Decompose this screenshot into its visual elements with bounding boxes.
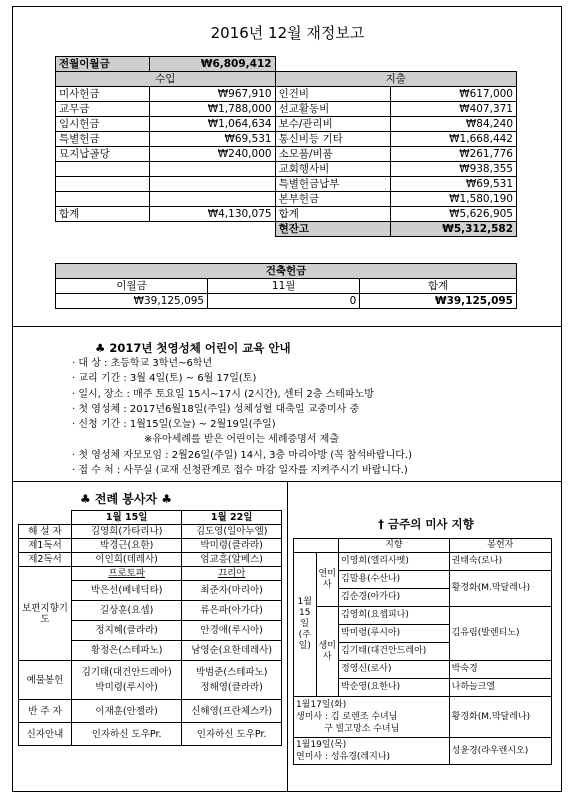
mass-title: † 금주의 미사 지향 [378, 517, 474, 531]
income-total-value: ₩4,130,075 [149, 207, 275, 222]
expense-label: 본부헌금 [275, 192, 390, 207]
income-label: 미사헌금 [56, 87, 150, 102]
mass-donor: 권태숙(로나) [449, 553, 551, 571]
liturgy-date: 1월 15일 [72, 511, 182, 525]
prayer-person: 남영순(요한데레사) [182, 641, 282, 661]
prayer-head: 끄리아 [182, 567, 282, 581]
prayer-label: 보편지향기도 [19, 567, 72, 661]
offering-person: 김기태(대건안드레아) [81, 667, 172, 678]
offering-person: 정해영(클라라) [200, 682, 263, 693]
income-label: 묘지납골당 [56, 147, 150, 162]
role-label: 제1독서 [19, 539, 72, 553]
mass-day2-label: 1월17일(화) [296, 700, 347, 710]
notice-line: · 접 수 처 : 사무실 (교재 신청관계로 접수 마감 일자를 지켜주시기 바랍니다.) [72, 465, 408, 477]
liturgy-date: 1월 22일 [182, 511, 282, 525]
building-col: 합계 [360, 279, 517, 294]
prayer-person: 최준자(마리아) [182, 581, 282, 601]
expense-label: 선교활동비 [275, 102, 390, 117]
income-label: 특별헌금 [56, 132, 150, 147]
building-val: 0 [208, 294, 360, 309]
prayer-head: 프로토파 [72, 567, 182, 581]
income-value: ₩240,000 [149, 147, 275, 162]
server-person: 신해영(프란체스카) [182, 700, 282, 723]
expense-value: ₩84,240 [391, 117, 517, 132]
notice-line: · 첫 영성체 자모모임 : 2월26일(주일) 14시, 3층 마리아방 (꼭 참석바랍니다.) [72, 449, 412, 461]
mass-intent: 정영신(로사) [339, 661, 450, 679]
mass-day3-label: 1월19일(목) [296, 740, 347, 750]
role-label: 해 설 자 [19, 525, 72, 539]
mass-donor: 박숙경 [449, 661, 551, 679]
prayer-person: 황정은(스테파노) [72, 641, 182, 661]
expense-value: ₩261,776 [391, 147, 517, 162]
role-person: 박미령(클라라) [182, 539, 282, 553]
building-header: 건축헌금 [56, 264, 517, 279]
building-col: 11월 [208, 279, 360, 294]
mass-intent: 박미령(루시아) [339, 625, 450, 643]
mass-donor: 성윤경(라우렌시오) [449, 738, 551, 765]
role-person: 이인희(데레사) [72, 553, 182, 567]
prayer-person: 정지혜(클라라) [72, 621, 182, 641]
income-value: ₩1,788,000 [149, 102, 275, 117]
income-label: 교무금 [56, 102, 150, 117]
divider [12, 326, 562, 327]
liturgy-table [18, 510, 282, 746]
prayer-person: 길상훈(요셉) [72, 601, 182, 621]
mass-donor: 황경화(M.막달레나) [449, 571, 551, 607]
building-val: ₩39,125,095 [360, 294, 517, 309]
expense-total-value: ₩5,626,905 [391, 207, 517, 222]
offering-person: 박범준(스테파노) [195, 667, 268, 678]
expense-label: 특별헌금납부 [275, 177, 390, 192]
mass-intent: 김말용(수산나) [339, 571, 450, 589]
mass-col-donor: 봉헌자 [449, 539, 551, 553]
mass-donor: 김유림(발렌티노) [449, 607, 551, 661]
page-title: 2016년 12월 재정보고 [210, 24, 365, 42]
expense-label: 소모품/비품 [275, 147, 390, 162]
notice-line: · 첫 영성체 : 2017년6월18일(주일) 성체성혈 대축일 교중미사 중 [72, 403, 360, 415]
guide-person: 인자하신 도우Pr. [182, 723, 282, 746]
carryover-label: 전월이월금 [56, 57, 150, 72]
server-person: 이재훈(안젤라) [72, 700, 182, 723]
role-person: 김도영(일아누엘) [182, 525, 282, 539]
mass-donor: 황경화(M.막달레나) [449, 697, 551, 738]
expense-value: ₩69,531 [391, 177, 517, 192]
prayer-person: 박은선(베네딕타) [72, 581, 182, 601]
role-person: 박경근(요한) [72, 539, 182, 553]
balance-label: 현잔고 [275, 222, 390, 237]
mass-intent: 김기태(대건안드레아) [339, 643, 450, 661]
expense-label: 보수/관리비 [275, 117, 390, 132]
role-person: 엄교흥(알베스) [182, 553, 282, 567]
mass-intent: 김순경(아가다) [339, 589, 450, 607]
prayer-person: 류은파(아가다) [182, 601, 282, 621]
carryover-value: ₩6,809,412 [149, 57, 275, 72]
offering-person: 박미령(루시아) [95, 682, 158, 693]
expense-value: ₩407,371 [391, 102, 517, 117]
expense-header: 지출 [275, 72, 516, 87]
expense-value: ₩938,355 [391, 162, 517, 177]
expense-value: ₩1,580,190 [391, 192, 517, 207]
notice-line: · 신청 기간 : 1월15일(오늘) ~ 2월19일(주일) [72, 419, 276, 431]
notice-line: · 일시, 장소 : 매주 토요일 15시~17시 (2시간), 센터 2층 스테파노방 [72, 388, 374, 400]
mass-type: 생미사 [316, 607, 339, 697]
prayer-person: 안경애(루시아) [182, 621, 282, 641]
mass-day: 1월15일(주일) [294, 553, 317, 697]
building-col: 이월금 [56, 279, 208, 294]
notice-title: ♣ 2017년 첫영성체 어린이 교육 안내 [95, 341, 291, 355]
offering-label: 예물봉헌 [19, 661, 72, 700]
balance-value: ₩5,312,582 [391, 222, 517, 237]
mass-donor: 나하늘크엘 [449, 679, 551, 697]
mass-intent: 이영희(엘리사벳) [339, 553, 450, 571]
notice-body [72, 356, 412, 478]
expense-label: 인건비 [275, 87, 390, 102]
role-person: 김영희(가타리나) [72, 525, 182, 539]
liturgy-title: ♣ 전례 봉사자 ♣ [80, 492, 173, 506]
income-label: 임시헌금 [56, 117, 150, 132]
role-label: 제2독서 [19, 553, 72, 567]
finance-table [55, 56, 517, 237]
notice-line: · 교리 기간 : 3월 4일(토) ~ 6월 17일(토) [72, 373, 257, 385]
building-fund-table [55, 263, 517, 309]
mass-day3-text: 연미사 : 성유경(레지나) [296, 752, 391, 762]
expense-value: ₩617,000 [391, 87, 517, 102]
guide-person: 인자하신 도우Pr. [72, 723, 182, 746]
mass-day2-text2: 구 빌고망소 수녀님 [324, 724, 400, 734]
mass-day2-text: 생미사 : 김 로렌조 수녀님 [296, 712, 398, 722]
income-value: ₩967,910 [149, 87, 275, 102]
mass-intent: 박순영(요한나) [339, 679, 450, 697]
expense-label: 통신비등 기타 [275, 132, 390, 147]
mass-table [293, 538, 552, 765]
income-value: ₩1,064,634 [149, 117, 275, 132]
mass-type: 연미사 [316, 553, 339, 607]
building-val: ₩39,125,095 [56, 294, 208, 309]
notice-line: ※유아세례를 받은 어린이는 세례증명서 제출 [144, 434, 339, 446]
income-total-label: 합계 [56, 207, 150, 222]
mass-col-intent: 지향 [339, 539, 450, 553]
income-value: ₩69,531 [149, 132, 275, 147]
expense-label: 교회행사비 [275, 162, 390, 177]
income-header: 수입 [56, 72, 276, 87]
server-label: 반 주 자 [19, 700, 72, 723]
divider [287, 481, 288, 792]
notice-line: · 대 상 : 초등학교 3학년~6학년 [72, 358, 213, 369]
mass-intent: 김영희(요셉피나) [339, 607, 450, 625]
expense-value: ₩1,668,442 [391, 132, 517, 147]
expense-total-label: 합계 [275, 207, 390, 222]
guide-label: 신자안내 [19, 723, 72, 746]
